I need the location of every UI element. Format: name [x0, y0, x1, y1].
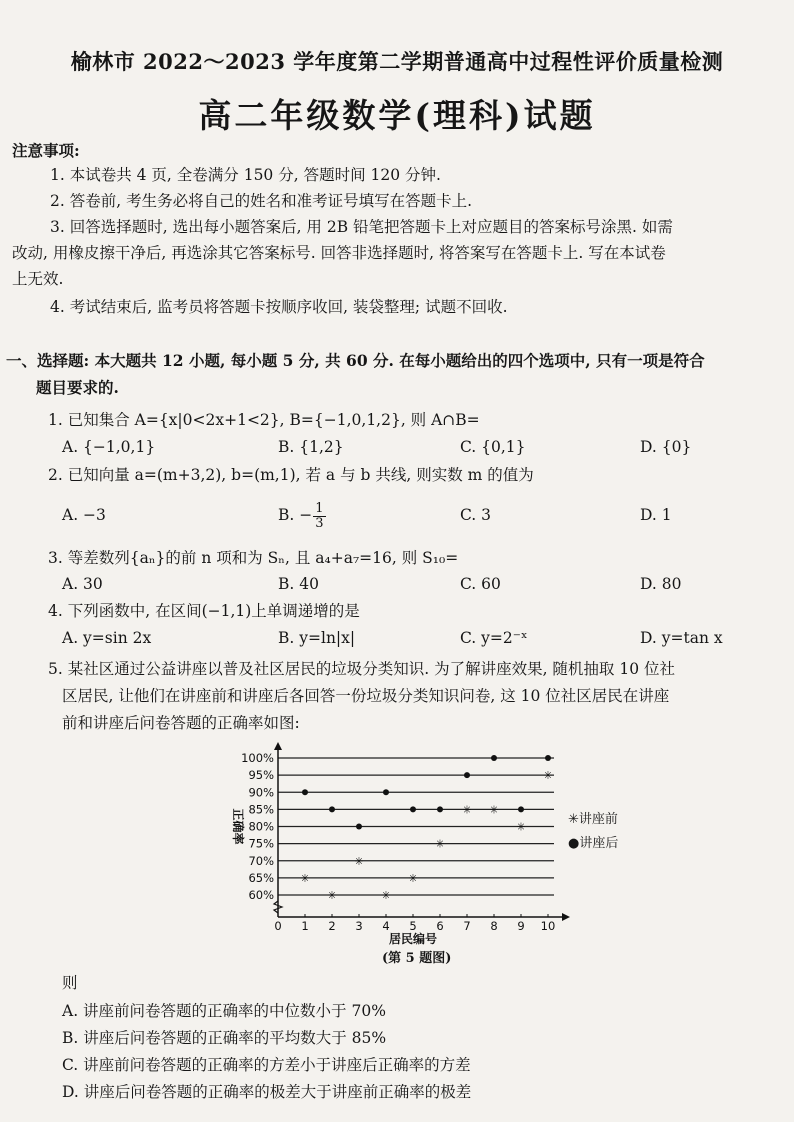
x-tick-label: 8	[490, 919, 498, 933]
q3-option-b: B. 40	[278, 575, 319, 593]
point-before: ✳	[516, 820, 526, 834]
q4-stem: 4. 下列函数中, 在区间(−1,1)上单调递增的是	[48, 602, 360, 620]
q2-stem: 2. 已知向量 a=(m+3,2), b=(m,1), 若 a 与 b 共线, 则实数 m 的值为	[48, 466, 534, 484]
y-tick-label: 75%	[248, 836, 274, 851]
x-tick-label: 6	[436, 919, 444, 933]
q4-option-b: B. y=ln|x|	[278, 629, 356, 647]
point-after	[518, 806, 524, 812]
q3-option-a: A. 30	[62, 575, 103, 593]
point-before: ✳	[408, 871, 418, 885]
y-axis-label: 正确率	[231, 808, 245, 845]
legend-before	[568, 808, 618, 827]
point-before: ✳	[300, 871, 310, 885]
x-tick-label: 5	[409, 919, 417, 933]
q2-option-a: A. −3	[62, 506, 106, 524]
x-tick-label: 1	[301, 919, 309, 933]
notice-item-4: 4. 考试结束后, 监考员将答题卡按顺序收回, 装袋整理; 试题不回收.	[50, 298, 508, 316]
legend-before-label: 讲座前	[578, 812, 618, 827]
notice-item-3-end: 上无效.	[12, 270, 64, 288]
legend-after-label: 讲座后	[579, 836, 619, 851]
y-tick-label: 90%	[248, 785, 274, 800]
q1-option-b: B. {1,2}	[278, 438, 344, 456]
q5-chart-caption: (第 5 题图)	[382, 951, 452, 966]
point-after	[464, 772, 470, 778]
point-before: ✳	[462, 803, 472, 817]
q5-chart-svg	[210, 740, 640, 965]
q5-stem-line3: 前和讲座后问卷答题的正确率如图:	[62, 714, 300, 732]
point-after	[410, 806, 416, 812]
x-axis-arrow	[562, 913, 570, 921]
q1-stem: 1. 已知集合 A={x|0<2x+1<2}, B={−1,0,1,2}, 则 A∩B=	[48, 411, 480, 429]
notice-item-2: 2. 答卷前, 考生务必将自己的姓名和准考证号填写在答题卡上.	[50, 192, 472, 210]
point-after	[302, 789, 308, 795]
notice-item-1: 1. 本试卷共 4 页, 全卷满分 150 分, 答题时间 120 分钟.	[50, 166, 441, 184]
q3-option-c: C. 60	[460, 575, 501, 593]
q5-option-c: C. 讲座前问卷答题的正确率的方差小于讲座后正确率的方差	[62, 1056, 471, 1074]
x-tick-label: 4	[382, 919, 390, 933]
x-tick-label: 0	[274, 919, 282, 933]
q2-option-b	[278, 494, 327, 536]
point-after	[356, 824, 362, 830]
point-after	[437, 806, 443, 812]
q1-option-c: C. {0,1}	[460, 438, 526, 456]
q5-stem-line1: 5. 某社区通过公益讲座以普及社区居民的垃圾分类知识. 为了解讲座效果, 随机抽取 10 位社	[48, 660, 676, 678]
point-before: ✳	[354, 854, 364, 868]
point-after	[545, 755, 551, 761]
exam-header-line: 榆林市 2022～2023 学年度第二学期普通高中过程性评价质量检测	[70, 49, 724, 74]
x-axis-label: 居民编号	[388, 932, 438, 946]
q5-stem-line2: 区居民, 让他们在讲座前和讲座后各回答一份垃圾分类知识问卷, 这 10 位社区居民在讲座	[62, 687, 670, 705]
q4-option-d: D. y=tan x	[640, 629, 723, 647]
point-before: ✳	[489, 803, 499, 817]
notice-item-3: 3. 回答选择题时, 选出每小题答案后, 用 2B 铅笔把答题卡上对应题目的答案标号涂黑. 如需	[50, 218, 673, 236]
q5-option-a: A. 讲座前问卷答题的正确率的中位数小于 70%	[62, 1002, 386, 1020]
section-heading-cont: 题目要求的.	[36, 378, 119, 397]
fraction-numerator: 1	[315, 500, 324, 516]
star-icon: ✳	[568, 812, 579, 827]
q1-option-d: D. {0}	[640, 438, 692, 456]
q1-option-a: A. {−1,0,1}	[62, 438, 156, 456]
point-after	[491, 755, 497, 761]
q2-option-b-prefix: B. −	[278, 506, 313, 524]
point-before: ✳	[327, 889, 337, 902]
y-tick-label: 100%	[241, 751, 274, 765]
x-tick-label: 7	[463, 919, 471, 933]
notice-heading: 注意事项:	[12, 141, 80, 160]
section-heading: 一、选择题: 本大题共 12 小题, 每小题 5 分, 共 60 分. 在每小题给出的四个选项中, 只有一项是符合	[6, 351, 705, 370]
q5-chart	[210, 740, 640, 965]
q4-option-c: C. y=2⁻ˣ	[460, 629, 528, 647]
x-tick-label: 10	[540, 919, 556, 933]
q4-option-a: A. y=sin 2x	[62, 629, 152, 647]
x-tick-label: 9	[517, 919, 525, 933]
q2-option-d: D. 1	[640, 506, 672, 524]
point-after	[329, 806, 335, 812]
q2-option-b-fraction	[313, 502, 325, 531]
y-axis-arrow	[274, 742, 282, 750]
y-tick-label: 85%	[248, 802, 274, 817]
x-tick-label: 3	[355, 919, 363, 933]
y-tick-label: 65%	[248, 870, 274, 885]
q5-option-b: B. 讲座后问卷答题的正确率的平均数大于 85%	[62, 1029, 387, 1047]
point-before: ✳	[381, 889, 391, 902]
x-tick-label: 2	[328, 919, 336, 933]
point-before: ✳	[435, 837, 445, 851]
fraction-denominator: 3	[315, 515, 324, 531]
legend-after	[568, 832, 618, 851]
q3-stem: 3. 等差数列{aₙ}的前 n 项和为 Sₙ, 且 a₄+a₇=16, 则 S₁₀=	[48, 549, 459, 567]
notice-item-3-cont: 改动, 用橡皮擦干净后, 再选涂其它答案标号. 回答非选择题时, 将答案写在答题卡上. 写在本试卷	[12, 244, 666, 262]
y-tick-label: 95%	[248, 768, 274, 783]
q5-then: 则	[62, 974, 78, 992]
point-before: ✳	[543, 769, 553, 783]
q2-option-c: C. 3	[460, 506, 492, 524]
exam-title: 高二年级数学(理科)试题	[198, 96, 596, 135]
y-tick-label: 80%	[248, 819, 274, 834]
q3-option-d: D. 80	[640, 575, 682, 593]
point-after	[383, 789, 389, 795]
y-tick-label: 70%	[248, 853, 274, 868]
y-tick-label: 60%	[248, 888, 274, 902]
dot-icon: ●	[568, 836, 580, 851]
q5-option-d: D. 讲座后问卷答题的正确率的极差大于讲座前正确率的极差	[62, 1083, 472, 1101]
